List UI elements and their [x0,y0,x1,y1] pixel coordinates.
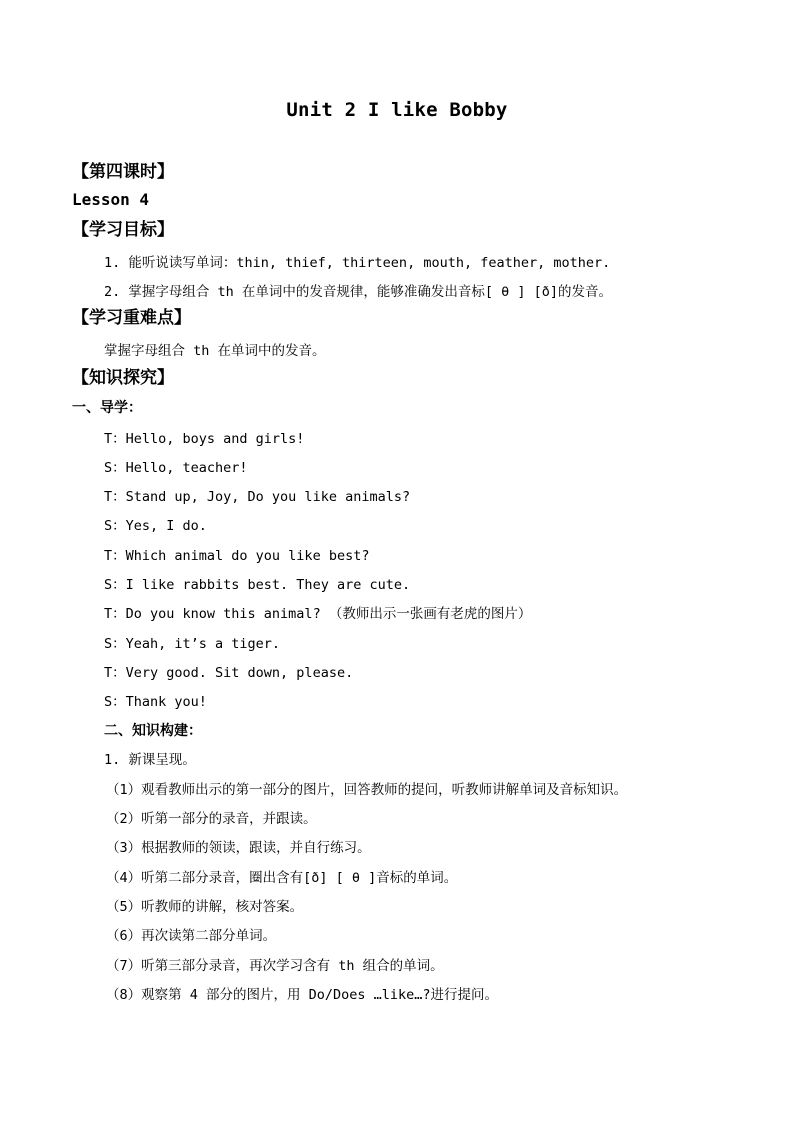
dialogue-line: T：Very good. Sit down, please. [104,665,354,681]
step-intro: 1. 新课呈现。 [104,752,196,768]
section-build-title: 二、知识构建： [104,723,202,739]
step-item: （3）根据教师的领读，跟读，并自行练习。 [106,840,371,856]
dialogue-line: T：Which animal do you like best? [104,548,370,564]
explore-heading: 【知识探究】 [72,368,174,388]
step-item: （6）再次读第二部分单词。 [106,928,277,944]
key-points-heading: 【学习重难点】 [72,308,191,328]
dialogue-line: S：I like rabbits best. They are cute. [104,577,411,593]
lesson-label: Lesson 4 [72,190,150,209]
dialogue-line: S：Hello, teacher! [104,460,248,476]
step-item: （7）听第三部分录音，再次学习含有 th 组合的单词。 [106,958,444,974]
objectives-heading: 【学习目标】 [72,220,174,240]
dialogue-line: S：Thank you! [104,694,207,710]
key-points-text: 掌握字母组合 th 在单词中的发音。 [104,343,326,359]
step-item: （1）观看教师出示的第一部分的图片，回答教师的提问，听教师讲解单词及音标知识。 [106,782,628,798]
objective-item: 2. 掌握字母组合 th 在单词中的发音规律，能够准确发出音标[ θ ] [ð]的发音。 [104,284,613,300]
dialogue-line: S：Yeah, it’s a tiger. [104,636,281,652]
step-item: （4）听第二部分录音，圈出含有[ð] [ θ ]音标的单词。 [106,870,458,886]
step-item: （5）听教师的讲解，核对答案。 [106,899,304,915]
section-guide-title: 一、导学： [72,400,142,416]
dialogue-line: T：Do you know this animal? （教师出示一张画有老虎的图片） [104,606,532,622]
step-item: （2）听第一部分的录音，并跟读。 [106,811,317,827]
lesson-period-heading: 【第四课时】 [72,162,174,182]
document-title: Unit 2 I like Bobby [286,99,508,121]
step-item: （8）观察第 4 部分的图片，用 Do/Does …like…?进行提问。 [106,987,499,1003]
objective-item: 1. 能听说读写单词：thin, thief, thirteen, mouth, feather, mother. [104,255,611,271]
dialogue-line: T：Hello, boys and girls! [104,431,305,447]
dialogue-line: T：Stand up, Joy, Do you like animals? [104,489,411,505]
dialogue-line: S：Yes, I do. [104,518,207,534]
